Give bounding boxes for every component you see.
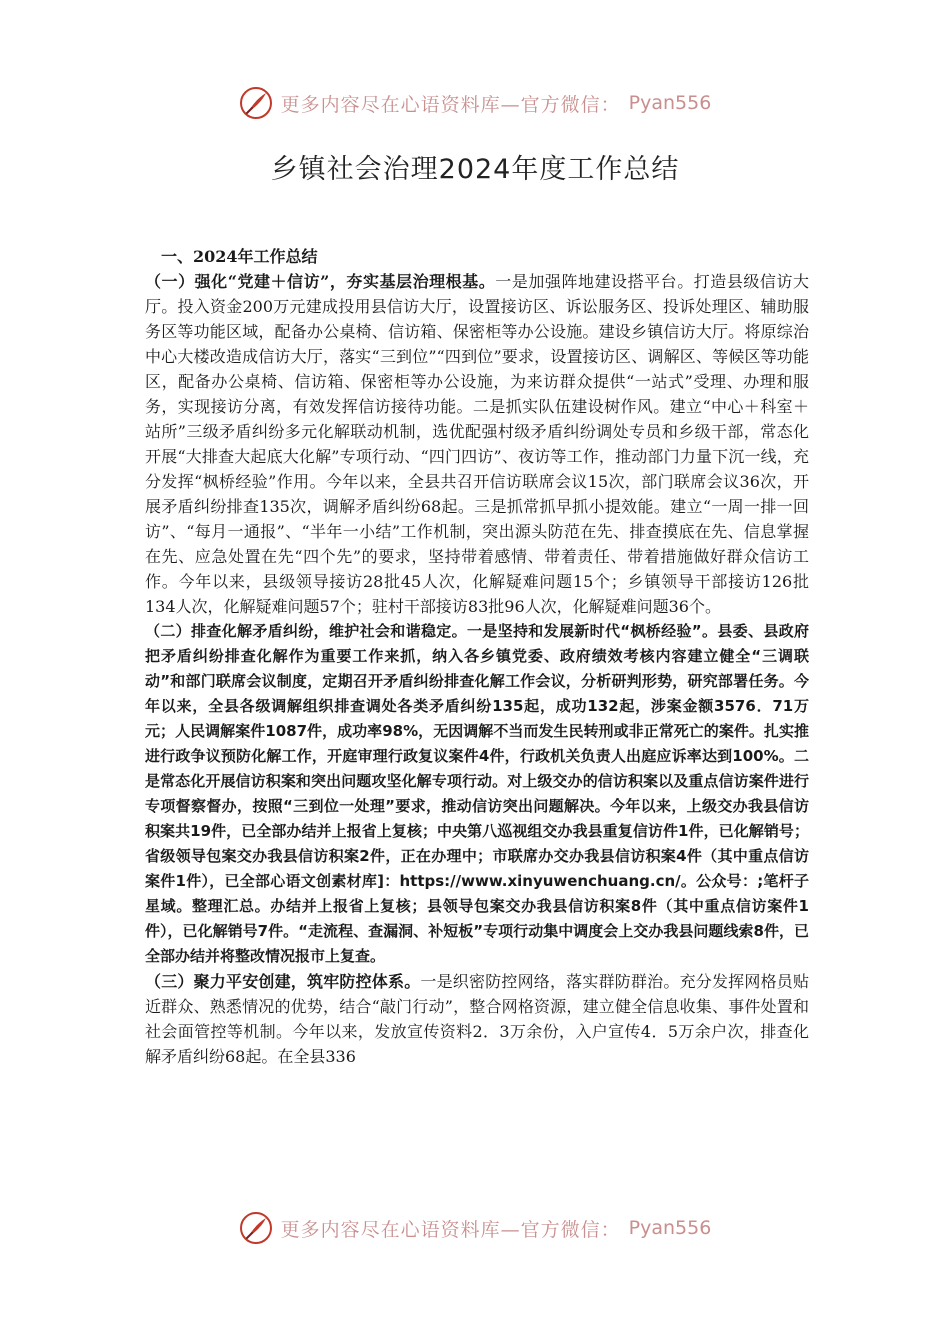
section-3-paragraph <box>145 969 809 1069</box>
section-1-heading: （一）强化“党建＋信访”，夯实基层治理根基。 <box>145 272 496 291</box>
section-3-body: 一是织密防控网络，落实群防群治。充分发挥网格员贴近群众、熟悉情况的优势，结合“敲门行动”，整合网格资源，建立健全信息收集、事件处置和社会面管控等机制。今年以来，发放宣传资料2．3万余份，入户宣传4．5万余户次，排查化解矛盾纠纷68起。在全县336 <box>145 972 809 1066</box>
section-3-heading: （三）聚力平安创建，筑牢防控体系。 <box>145 972 421 991</box>
heading-work-summary: 一、2024年工作总结 <box>161 247 318 266</box>
watermark-text: 更多内容尽在心语资料库—官方微信： <box>280 1218 621 1241</box>
section-2-body: 一是坚持和发展新时代“枫桥经验”。县委、县政府把矛盾纠纷排查化解作为重要工作来抓，纳入各乡镇党委、政府绩效考核内容建立健全“三调联动”和部门联席会议制度，定期召开矛盾纠纷排查化解工作会议，分析研判形势，研究部署任务。今年以来，全县各级调解组织排查调处各类矛盾纠纷135起，成功132起，涉案金额3576．71万元；人民调解案件1087件，成功率98%，无因调解不当而发生民转刑或非正常死亡的案件。扎实推进行政争议预防化解工作，开庭审理行政复议案件4件，行政机关负责人出庭应诉率达到100%。二是常态化开展信访积案和突出问题攻坚化解专项行动。对上级交办的信访积案以及重点信访案件进行专项督察督办，按照“三到位一处理”要求，推动信访突出问题解决。今年以来，上级交办我县信访积案共19件，已全部办结并上报省上复核；中央第八巡视组交办我县重复信访件1件，已化解销号；省级领导包案交办我县信访积案2件，正在办理中；市联席办交办我县信访积案4件（其中重点信访案件1件），已全部心语文创素材库]：https://www.xinyuwenchuang.cn/。公众号：;笔杆子星域。整理汇总。办结并上报省上复核；县领导包案交办我县信访积案8件（其中重点信访案件1件），已化解销号7件。“走流程、查漏洞、补短板”专项行动集中调度会上交办我县问题线索8件，已全部办结并将整改情况报市上复查。 <box>145 622 809 965</box>
watermark-wechat-id: Pyan556 <box>628 92 712 114</box>
section-2-paragraph <box>145 619 809 969</box>
section-1-body: 一是加强阵地建设搭平台。打造县级信访大厅。投入资金200万元建成投用县信访大厅，设置接访区、诉讼服务区、投诉处理区、辅助服务区等功能区域，配备办公桌椅、信访箱、保密柜等办公设施。建设乡镇信访大厅。将原综治中心大楼改造成信访大厅，落实“三到位”“四到位”要求，设置接访区、调解区、等候区等功能区，配备办公桌椅、信访箱、保密柜等办公设施，为来访群众提供“一站式”受理、办理和服务，实现接访分离，有效发挥信访接待功能。二是抓实队伍建设树作风。建立“中心＋科室＋站所”三级矛盾纠纷多元化解联动机制，选优配强村级矛盾纠纷调处专员和乡级干部，常态化开展“大排查大起底大化解”专项行动、“四门四访”、夜访等工作，推动部门力量下沉一线，充分发挥“枫桥经验”作用。今年以来，全县共召开信访联席会议15次，部门联席会议36次，开展矛盾纠纷排查135次，调解矛盾纠纷68起。三是抓常抓早抓小提效能。建立“一周一排一回访”、“每月一通报”、“半年一小结”工作机制，突出源头防范在先、排查摸底在先、信息掌握在先、应急处置在先“四个先”的要求，坚持带着感情、带着责任、带着措施做好群众信访工作。今年以来，县级领导接访28批45人次，化解疑难问题15个；乡镇领导干部接访126批134人次，化解疑难问题57个；驻村干部接访83批96人次，化解疑难问题36个。 <box>145 272 809 616</box>
section-2-heading: （二）排查化解矛盾纠纷，维护社会和谐稳定。 <box>145 622 467 640</box>
quill-logo-icon <box>239 86 273 120</box>
watermark-banner-top <box>0 83 950 123</box>
document-body <box>145 244 809 1069</box>
quill-logo-icon <box>239 1211 273 1245</box>
section-1-paragraph <box>145 269 809 619</box>
watermark-wechat-id: Pyan556 <box>628 1217 712 1239</box>
watermark-banner-bottom <box>0 1208 950 1248</box>
document-title: 乡镇社会治理2024年度工作总结 <box>270 154 680 185</box>
watermark-text: 更多内容尽在心语资料库—官方微信： <box>280 93 621 116</box>
